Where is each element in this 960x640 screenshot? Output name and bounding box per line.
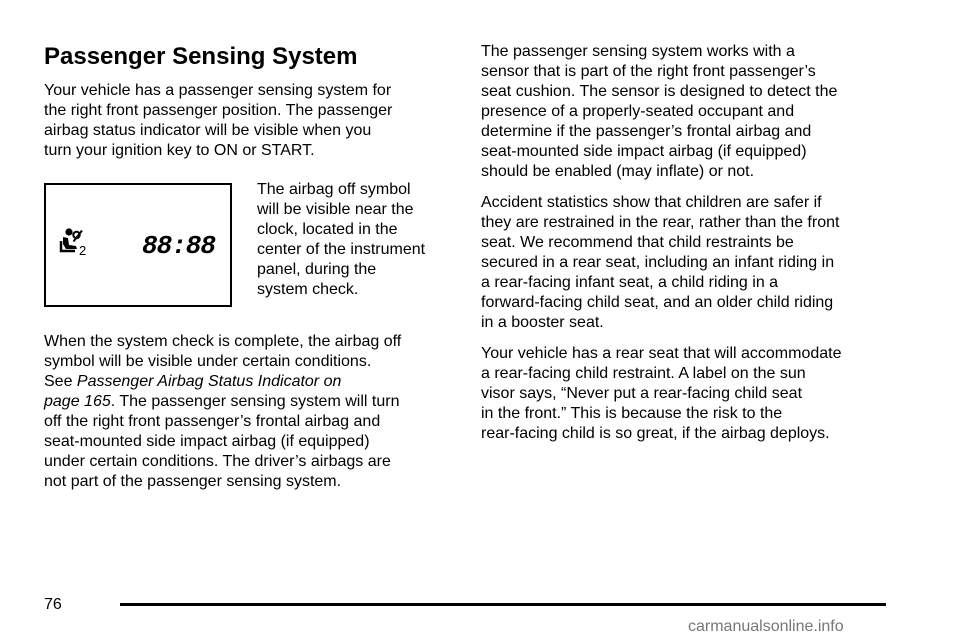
text-line: When the system check is complete, the airbag off	[44, 333, 402, 350]
figure-caption	[257, 180, 467, 300]
text-line: symbol will be visible under certain conditions.	[44, 353, 372, 370]
after-reference-text: . The passenger sensing system will turn	[110, 393, 400, 410]
text-line	[44, 372, 464, 392]
page-title: Passenger Sensing System	[44, 43, 358, 70]
text-line: visor says, “Never put a rear-facing child seat	[481, 385, 803, 402]
text-line: they are restrained in the rear, rather than the front	[481, 214, 840, 231]
cross-reference-page[interactable]: page 165	[44, 393, 111, 410]
text-line: under certain conditions. The driver’s airbags are	[44, 453, 391, 470]
clock-readout: 88:88	[142, 231, 216, 261]
icon-subscript: 2	[79, 243, 87, 258]
cross-reference-link[interactable]: Passenger Airbag Status Indicator on	[76, 373, 342, 390]
text-line: forward-facing child seat, and an older child riding	[481, 294, 834, 311]
caption-line: The airbag off symbol	[257, 181, 411, 198]
text-line: Your vehicle has a rear seat that will accommodate	[481, 345, 842, 362]
text-line: seat-mounted side impact airbag (if equipped)	[44, 433, 370, 450]
text-line: in the front.” This is because the risk to the	[481, 405, 783, 422]
text-line: the right front passenger position. The passenger	[44, 102, 393, 119]
see-text: See	[44, 373, 77, 390]
text-line: rear-facing child is so great, if the airbag deploys.	[481, 425, 830, 442]
text-line: Accident statistics show that children are safer if	[481, 194, 822, 211]
footer-rule	[120, 603, 886, 606]
instrument-display-illustration	[44, 183, 232, 307]
text-line: seat cushion. The sensor is designed to detect the	[481, 83, 838, 100]
text-line: seat-mounted side impact airbag (if equipped)	[481, 143, 807, 160]
text-line: a rear-facing infant seat, a child riding in a	[481, 274, 779, 291]
text-line: seat. We recommend that child restraints be	[481, 234, 794, 251]
text-line: turn your ignition key to ON or START.	[44, 142, 315, 159]
caption-line: center of the instrument	[257, 241, 426, 258]
left-column	[44, 42, 464, 503]
intro-paragraph	[44, 81, 464, 161]
text-line: presence of a properly-seated occupant and	[481, 103, 795, 120]
system-check-paragraph	[44, 332, 464, 492]
caption-line: will be visible near the	[257, 201, 414, 218]
airbag-indicator-figure	[44, 180, 464, 330]
text-line: a rear-facing child restraint. A label on the sun	[481, 365, 806, 382]
caption-line: panel, during the	[257, 261, 377, 278]
text-line: should be enabled (may inflate) or not.	[481, 163, 755, 180]
text-line: determine if the passenger’s frontal airbag and	[481, 123, 812, 140]
right-column	[481, 42, 901, 455]
text-line	[44, 392, 464, 412]
text-line: off the right front passenger’s frontal airbag and	[44, 413, 381, 430]
caption-line: clock, located in the	[257, 221, 398, 238]
text-line: secured in a rear seat, including an infant riding in	[481, 254, 835, 271]
display-graphic	[46, 185, 230, 305]
text-line: Your vehicle has a passenger sensing system for	[44, 82, 392, 99]
text-line: sensor that is part of the right front passenger’s	[481, 63, 816, 80]
caption-line: system check.	[257, 281, 359, 298]
accident-statistics-paragraph	[481, 193, 901, 333]
page-number: 76	[44, 596, 62, 613]
watermark: carmanualsonline.info	[688, 618, 844, 635]
text-line: not part of the passenger sensing system.	[44, 473, 342, 490]
sensor-paragraph	[481, 42, 901, 182]
rear-seat-paragraph	[481, 344, 901, 444]
text-line: The passenger sensing system works with a	[481, 43, 795, 60]
text-line: airbag status indicator will be visible when you	[44, 122, 372, 139]
text-line: in a booster seat.	[481, 314, 604, 331]
